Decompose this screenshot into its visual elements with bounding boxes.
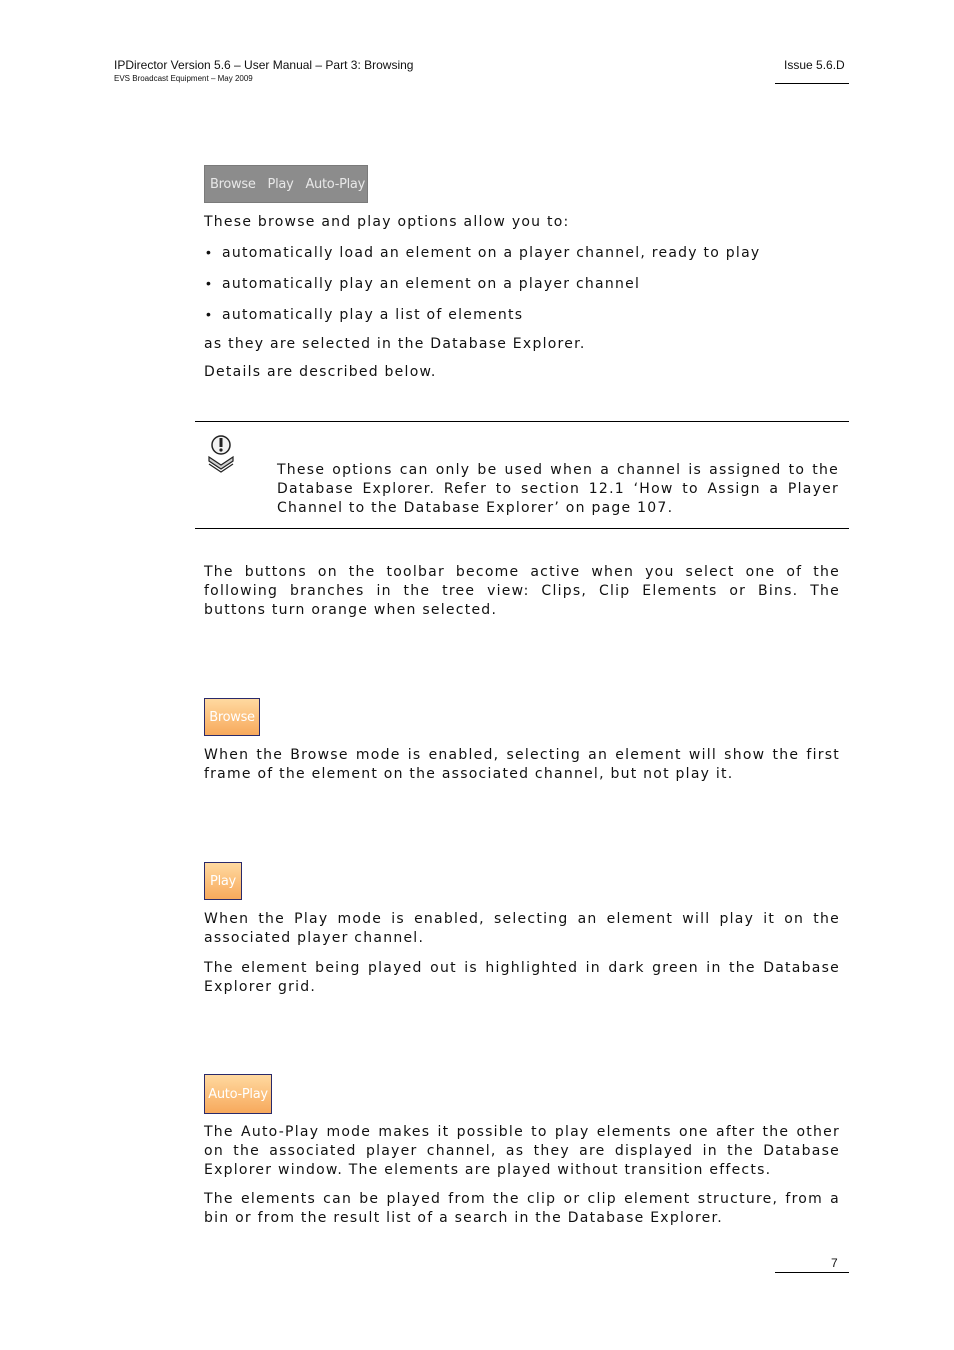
toolbar-autoplay-label: Auto-Play	[305, 176, 365, 192]
bullet-dot: •	[206, 275, 211, 291]
note-icon	[205, 433, 237, 475]
note-text: These options can only be used when a channel is assigned to the Database Explorer. Refer to section 12.1 ‘How to Assign a Player Channel to the Database Explorer’ on page 107.	[277, 462, 839, 516]
bullet-item: automatically load an element on a player channel, ready to play	[222, 245, 761, 261]
header-rule	[775, 83, 849, 84]
note-bottom-rule	[195, 528, 849, 529]
autoplay-description-1: The Auto-Play mode makes it possible to play elements one after the other on the associated player channel, as they are displayed in the Database Explorer window. The elements are played without transition effects.	[204, 1124, 840, 1178]
intro-after: as they are selected in the Database Explorer.	[204, 336, 586, 352]
play-description-1: When the Play mode is enabled, selecting an element will play it on the associated player channel.	[204, 911, 840, 946]
bullet-dot: •	[206, 244, 211, 260]
note-top-rule	[195, 421, 849, 422]
play-button-image: Play	[204, 862, 242, 900]
intro-details: Details are described below.	[204, 364, 437, 380]
autoplay-button-image: Auto-Play	[204, 1074, 272, 1114]
bullet-item: automatically play an element on a player channel	[222, 276, 641, 292]
browse-button-image: Browse	[204, 698, 260, 736]
document-title: IPDirector Version 5.6 – User Manual – Part 3: Browsing	[114, 58, 414, 72]
browse-description: When the Browse mode is enabled, selecting an element will show the first frame of the element on the associated channel, but not play it.	[204, 747, 840, 782]
document-subtitle: EVS Broadcast Equipment – May 2009	[114, 74, 253, 83]
bullet-item: automatically play a list of elements	[222, 307, 524, 323]
toolbar-browse-label: Browse	[210, 176, 256, 192]
autoplay-description-2: The elements can be played from the clip or clip element structure, from a bin or from the result list of a search in the Database Explorer.	[204, 1191, 840, 1226]
footer-rule	[775, 1272, 849, 1273]
page-number: 7	[831, 1256, 838, 1270]
issue-number: Issue 5.6.D	[784, 58, 845, 72]
play-description-2: The element being played out is highlighted in dark green in the Database Explorer grid.	[204, 960, 840, 995]
bullet-dot: •	[206, 306, 211, 322]
toolbar-play-label: Play	[267, 176, 294, 192]
toolbar-image	[204, 165, 368, 203]
intro-lead: These browse and play options allow you to:	[204, 214, 570, 230]
toolbar-paragraph: The buttons on the toolbar become active when you select one of the following branches in the tree view: Clips, Clip Elements or Bins. The buttons turn orange when selected.	[204, 564, 840, 618]
